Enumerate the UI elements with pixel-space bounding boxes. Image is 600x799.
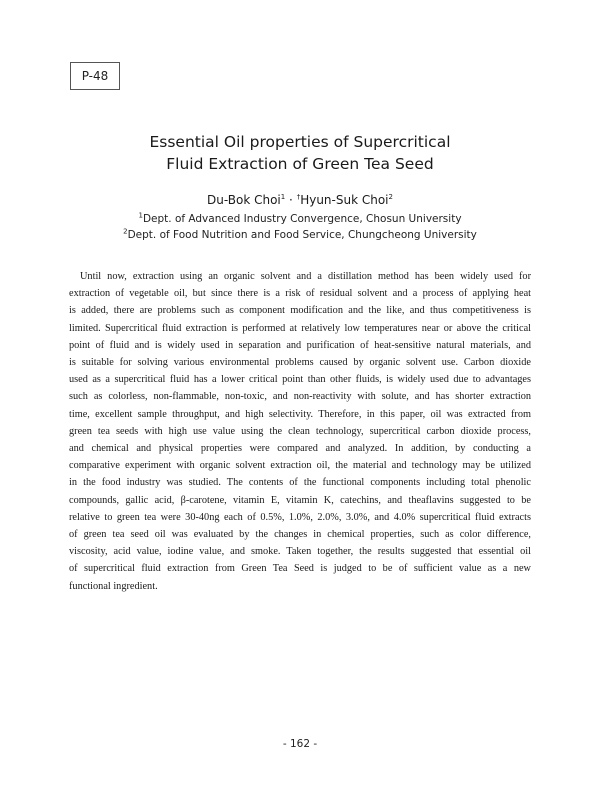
corresponding-author-mark: †: [296, 193, 301, 201]
abstract-line: viscosity, acid value, iodine value, and smoke. Taken together, the results suggested that essential oil: [69, 546, 531, 558]
abstract-line: point of fluid and is widely used in separation and purification of heat-sensitive natural materials, and: [69, 339, 531, 351]
author-1-affil-mark: 1: [280, 193, 286, 201]
title-line-1: Essential Oil properties of Supercritical: [149, 133, 451, 151]
poster-id-box: P-48: [70, 62, 120, 90]
affiliation-1: [0, 211, 600, 227]
abstract-line: of supercritical fluid extraction from Green Tea Seed is judged to be of sufficient value as a new: [69, 563, 531, 575]
abstract-line: in the food industry was studied. The contents of the functional components including total phenolic: [69, 477, 531, 489]
abstract-line: comparative experiment with organic solvent extraction oil, the material and technology may be utilized: [69, 460, 531, 472]
abstract-line: Until now, extraction using an organic solvent and a distillation method has been widely used for: [80, 271, 531, 282]
paper-title: [0, 131, 600, 175]
authors: [0, 192, 600, 208]
abstract-line: and chemical and physical properties were compared and analyzed. In addition, by conducting a: [69, 443, 531, 455]
affiliation-1-text: Dept. of Advanced Industry Convergence, Chosun University: [142, 213, 462, 225]
affiliation-1-mark: 1: [138, 211, 143, 220]
abstract-line: such as colorless, non-flammable, non-toxic, and non-reactivity with solute, and has shorter extraction: [69, 391, 531, 403]
author-separator: ·: [285, 193, 297, 207]
author-1-name: Du-Bok Choi: [207, 193, 281, 207]
title-line-2: Fluid Extraction of Green Tea Seed: [166, 155, 434, 173]
abstract-body: [69, 268, 531, 595]
author-2-name: Hyun-Suk Choi: [300, 193, 389, 207]
abstract-line: is added, there are problems such as component modification and the like, and thus competitiveness is: [69, 305, 531, 317]
abstract-line: compounds, gallic acid, β-carotene, vitamin E, vitamin K, catechins, and theaflavins suggested to be: [69, 494, 531, 506]
abstract-line: relative to green tea were 30-40ng each of 0.5%, 1.0%, 2.0%, 3.0%, and 4.0% supercritical fluid extracts: [69, 511, 531, 523]
abstract-line: limited. Supercritical fluid extraction is performed at relatively low temperatures near or above the critical: [69, 322, 531, 334]
abstract-line: extraction of vegetable oil, but since there is a risk of residual solvent and a process of applying heat: [69, 288, 531, 300]
affiliation-2-mark: 2: [123, 227, 128, 236]
affiliations: [0, 211, 600, 243]
author-2-affil-mark: 2: [388, 193, 393, 201]
affiliation-2-text: Dept. of Food Nutrition and Food Service, Chungcheong University: [127, 229, 477, 241]
abstract-line: functional ingredient.: [69, 580, 158, 592]
abstract-line: is suitable for solving various environmental problems caused by organic solvent use. Carbon dioxide: [69, 357, 531, 369]
abstract-line: used as a supercritical fluid has a lower critical point than other fluids, is widely used due to advantages: [69, 374, 531, 386]
abstract-line: green tea seeds with high use value using the clean technology, supercritical carbon dioxide process,: [69, 425, 531, 437]
abstract-line: time, excellent sample throughput, and high selectivity. Therefore, in this paper, oil was extracted from: [69, 408, 531, 420]
page-number: - 162 -: [282, 738, 318, 750]
affiliation-2: [0, 227, 600, 243]
abstract-line: of green tea seed oil was evaluated by the changes in chemical properties, such as color difference,: [69, 529, 531, 541]
